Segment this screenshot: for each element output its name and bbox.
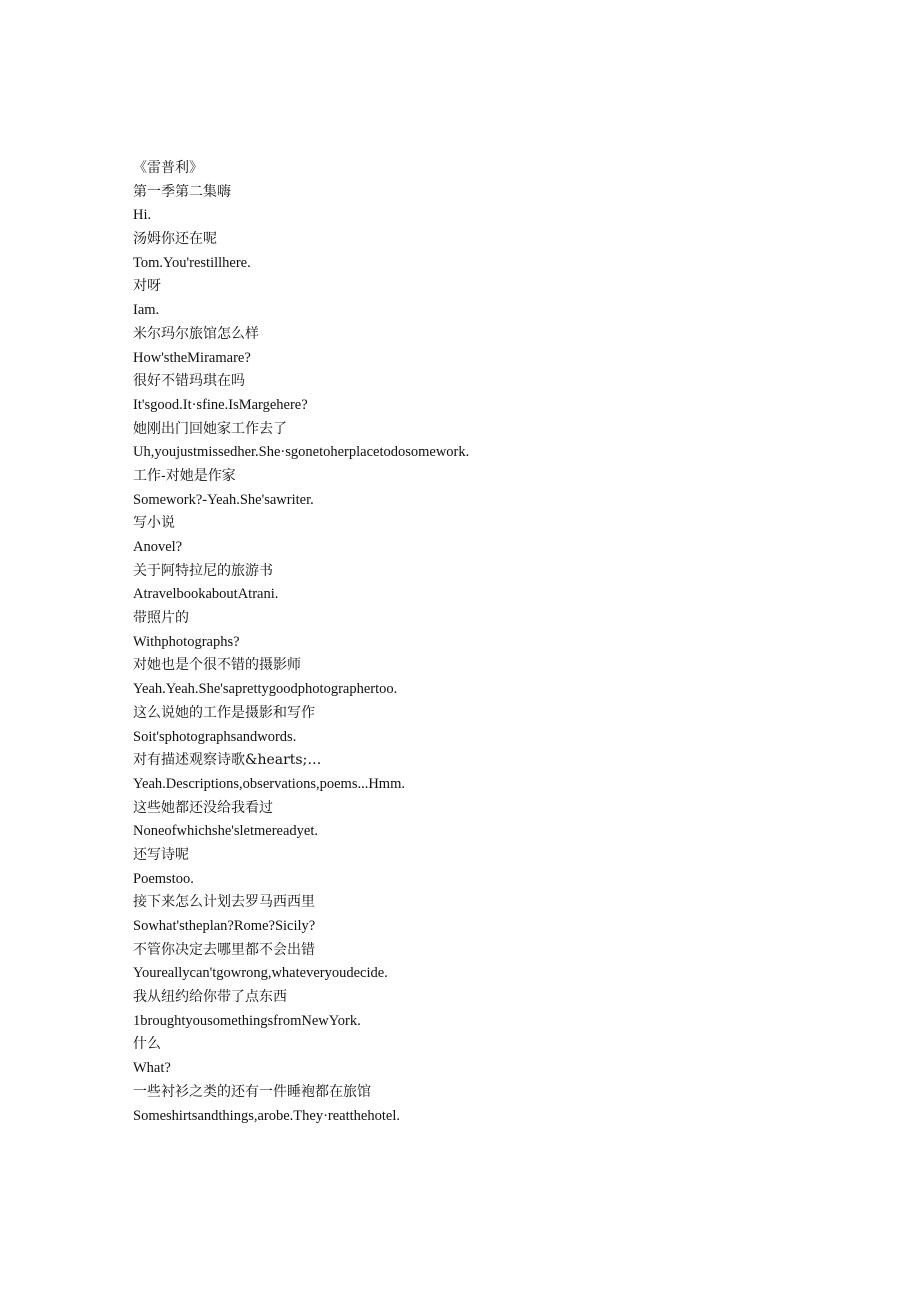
transcript-line-chinese: 带照片的 (133, 610, 189, 627)
transcript-line-english: Withphotographs? (133, 633, 240, 650)
transcript-line-chinese: 对有描述观察诗歌&hearts;… (133, 752, 322, 769)
transcript-line-english: Iam. (133, 302, 160, 319)
transcript-line-english: Yeah.Yeah.She'saprettygoodphotographertoo. (133, 681, 398, 698)
transcript-line-chinese: 第一季第二集嗨 (133, 183, 231, 200)
transcript-line-english: Soit'sphotographsandwords. (133, 728, 297, 745)
transcript-line-chinese: 《雷普利》 (133, 160, 203, 176)
transcript-line-chinese: 工作-对她是作家 (133, 467, 236, 484)
transcript-line-chinese: 我从纽约给你带了点东西 (133, 989, 287, 1006)
transcript-line-english: AtravelbookaboutAtrani. (133, 586, 279, 603)
transcript-line-english: Somework?-Yeah.She'sawriter. (133, 491, 314, 508)
transcript-line-chinese: 汤姆你还在呢 (133, 231, 217, 248)
transcript-line-english: Uh,youjustmissedher.She·sgonetoherplacetodosomework. (133, 444, 470, 461)
transcript-line-english: How'stheMiramare? (133, 349, 251, 366)
transcript-line-chinese: 这些她都还没给我看过 (133, 799, 273, 816)
transcript-line-english: Sowhat'stheplan?Rome?Sicily? (133, 918, 316, 934)
transcript-line-chinese: 一些衬衫之类的还有一件睡袍都在旅馆 (133, 1083, 371, 1100)
transcript-line-english: 1broughtyousomethingsfromNewYork. (133, 1012, 361, 1029)
transcript-line-chinese: 很好不错玛琪在吗 (133, 373, 245, 390)
transcript-line-chinese: 关于阿特拉尼的旅游书 (133, 562, 273, 579)
transcript-lines (133, 157, 893, 1128)
transcript-line-chinese: 不管你决定去哪里都不会出错 (133, 941, 315, 958)
transcript-line-chinese: 接下来怎么计划去罗马西西里 (133, 894, 315, 911)
transcript-line-english: Noneofwhichshe'sletmereadyet. (133, 823, 319, 840)
transcript-line-english: Tom.You'restillhere. (133, 254, 251, 271)
transcript-line-chinese: 写小说 (133, 515, 175, 532)
transcript-line-english: Poemstoo. (133, 870, 194, 887)
transcript-line-english: Youreallycan'tgowrong,whateveryoudecide. (133, 965, 388, 982)
transcript-line-english: Someshirtsandthings,arobe.They·reatthehotel. (133, 1107, 400, 1124)
transcript-line-english: Anovel? (133, 539, 183, 555)
transcript-line-chinese: 什么 (133, 1036, 161, 1053)
transcript-line-chinese: 对她也是个很不错的摄影师 (133, 657, 301, 674)
transcript-line-chinese: 对呀 (133, 278, 161, 295)
transcript-line-chinese: 还写诗呢 (133, 846, 189, 863)
transcript-line-chinese: 米尔玛尔旅馆怎么样 (133, 325, 259, 342)
transcript-line-chinese: 她刚出门回她家工作去了 (133, 420, 287, 437)
transcript-line-chinese: 这么说她的工作是摄影和写作 (133, 704, 315, 721)
transcript-line-english: It'sgood.It·sfine.IsMargehere? (133, 396, 308, 413)
transcript-line-english: What? (133, 1060, 171, 1077)
transcript-line-english: Yeah.Descriptions,observations,poems...Hmm. (133, 775, 405, 792)
transcript-line-english: Hi. (133, 207, 152, 224)
